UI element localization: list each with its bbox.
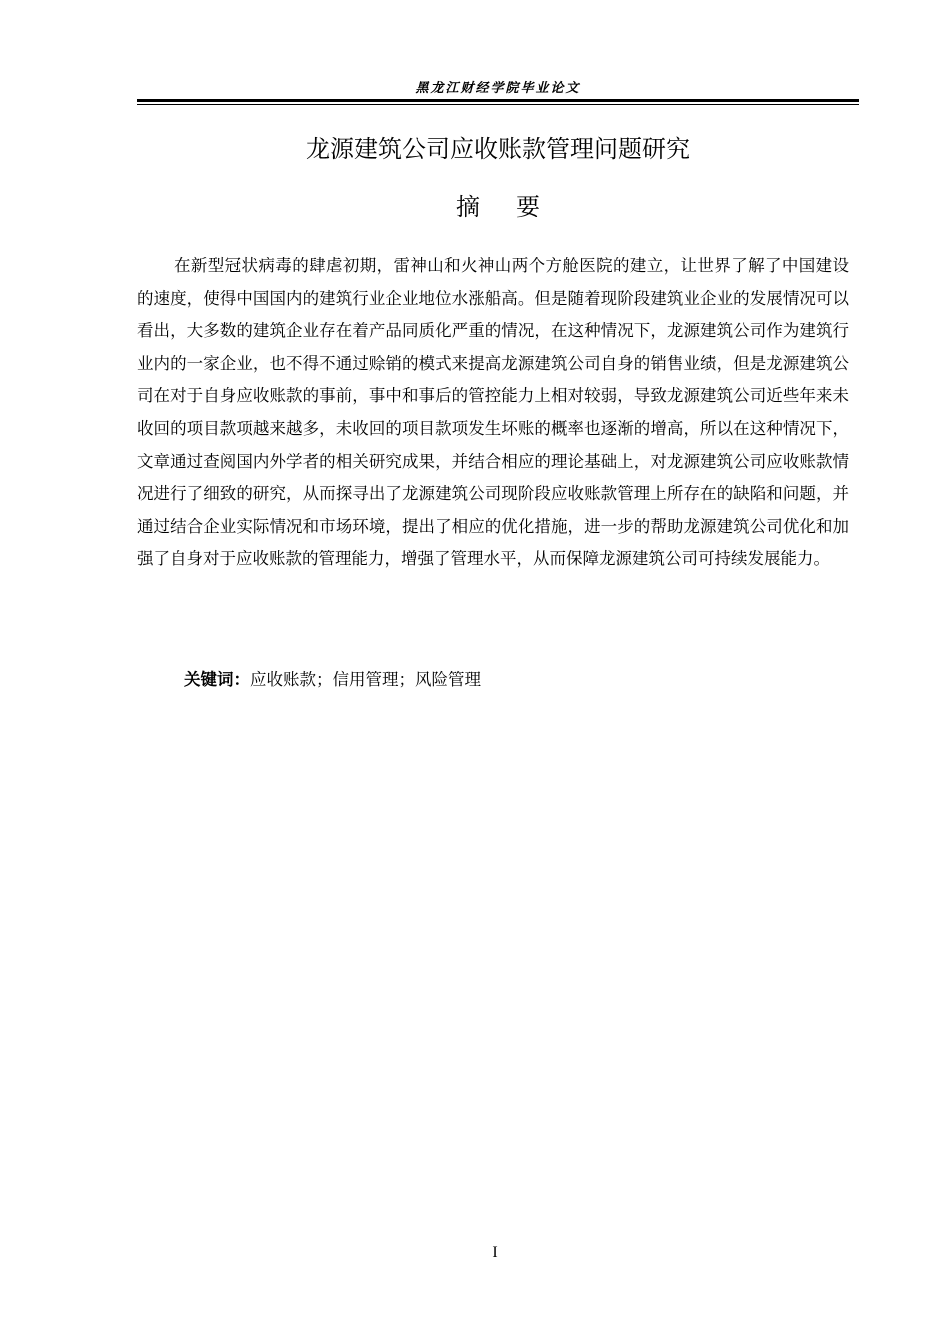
keywords-value: 应收账款；信用管理；风险管理 (250, 670, 481, 689)
abstract-body: 在新型冠状病毒的肆虐初期，雷神山和火神山两个方舱医院的建立，让世界了解了中国建设的速度，使得中国国内的建筑行业企业地位水涨船高。但是随着现阶段建筑业企业的发展情况可以看出，大多数的建筑企业存在着产品同质化严重的情况，在这种情况下，龙源建筑公司作为建筑行业内的一家企业，也不得不通过赊销的模式来提高龙源建筑公司自身的销售业绩，但是龙源建筑公司在对于自身应收账款的事前，事中和事后的管控能力上相对较弱，导致龙源建筑公司近些年来未收回的项目款项越来越多，未收回的项目款项发生坏账的概率也逐渐的增高，所以在这种情况下，文章通过查阅国内外学者的相关研究成果，并结合相应的理论基础上，对龙源建筑公司应收账款情况进行了细致的研究，从而探寻出了龙源建筑公司现阶段应收账款管理上所存在的缺陷和问题，并通过结合企业实际情况和市场环境，提出了相应的优化措施，进一步的帮助龙源建筑公司优化和加强了自身对于应收账款的管理能力，增强了管理水平，从而保障龙源建筑公司可持续发展能力。 (137, 256, 849, 569)
keywords-label: 关键词： (184, 670, 250, 689)
running-header: 黑龙江财经学院毕业论文 (415, 81, 581, 96)
keywords-line (184, 666, 481, 694)
abstract-heading: 摘要 (456, 193, 576, 221)
header-rule-thick (137, 99, 859, 102)
header-rule-thin (137, 104, 859, 105)
page-number: I (492, 1244, 498, 1261)
paper-title: 龙源建筑公司应收账款管理问题研究 (306, 135, 690, 163)
